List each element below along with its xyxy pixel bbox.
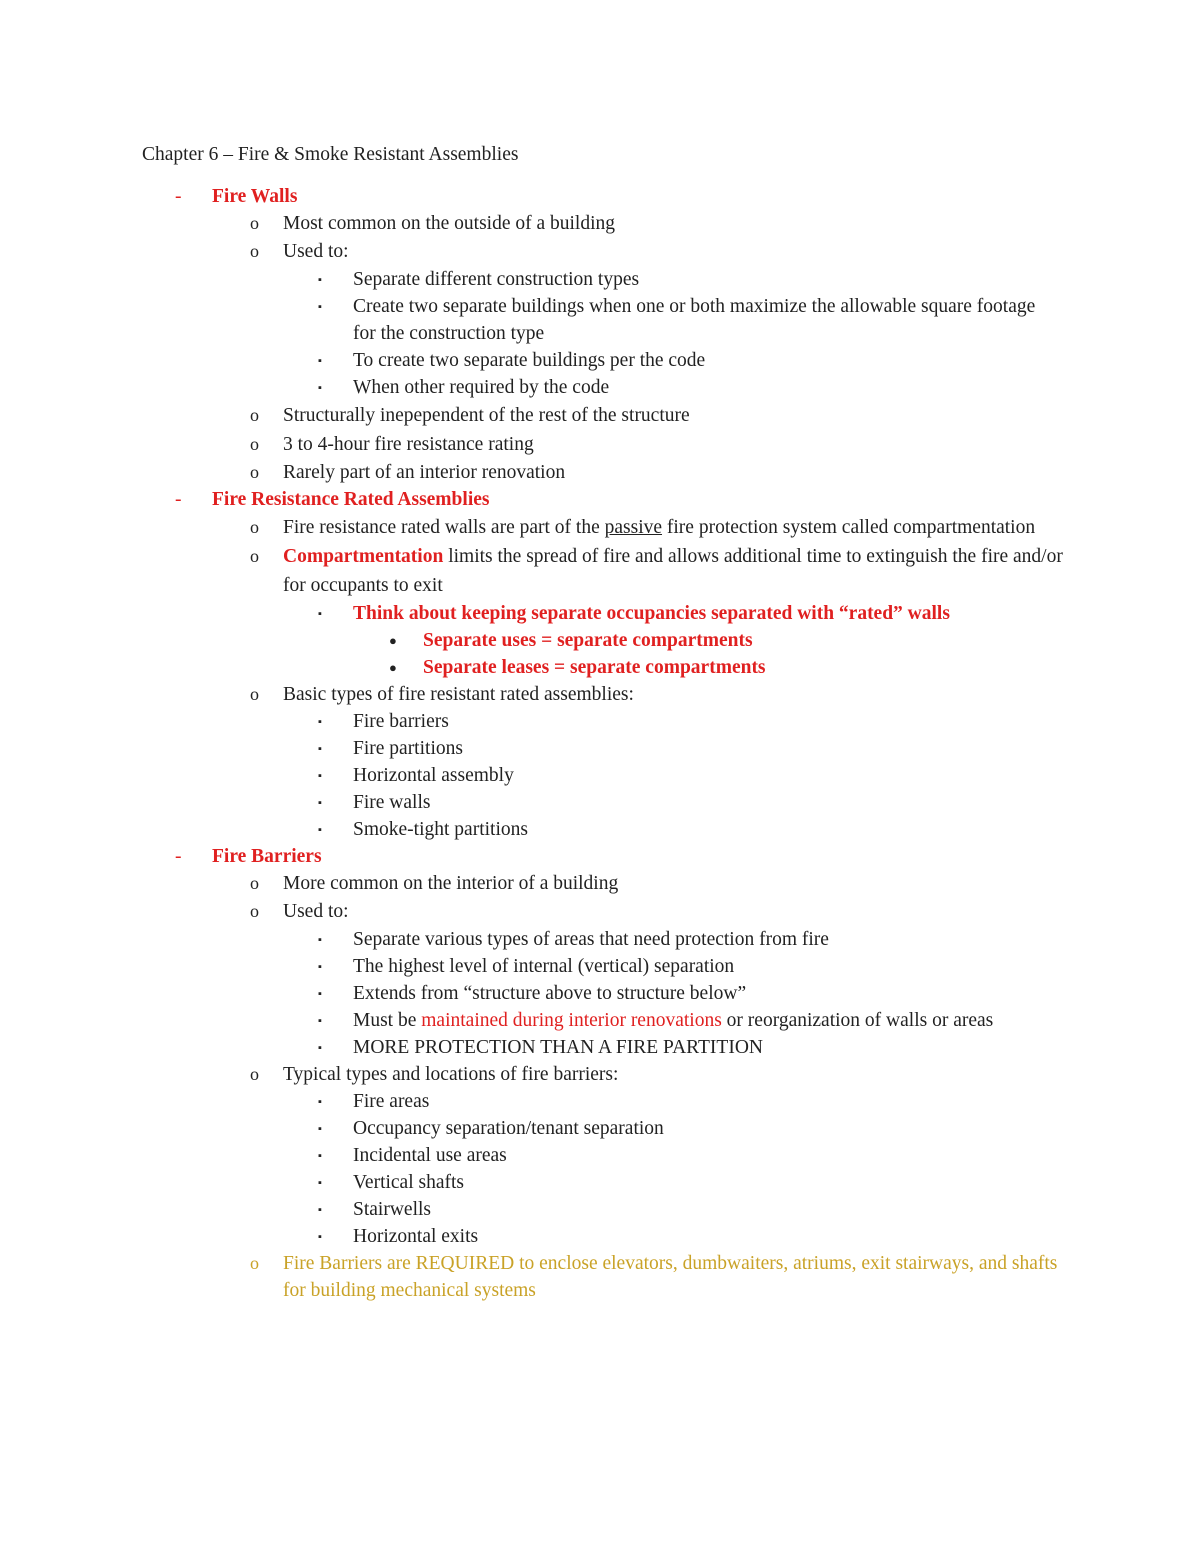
dash-marker: - — [175, 846, 182, 867]
circle-marker: o — [250, 684, 259, 704]
list-item-text: Fire areas — [353, 1091, 430, 1112]
square-marker: ▪ — [318, 355, 322, 367]
dash-marker: - — [175, 186, 182, 207]
square-marker: ▪ — [318, 797, 322, 809]
list-item-text: Stairwells — [353, 1199, 431, 1220]
list-item-text: Vertical shafts — [353, 1172, 465, 1193]
bullet-marker: ● — [389, 633, 397, 648]
square-marker: ▪ — [318, 608, 322, 620]
list-item — [0, 681, 1200, 708]
square-marker: ▪ — [318, 1042, 322, 1054]
list-item-text: Incidental use areas — [353, 1145, 507, 1166]
list-item-text: Used to: — [283, 241, 349, 262]
highlighted-text: maintained during interior renovations — [421, 1010, 722, 1031]
section-heading: Fire Walls — [212, 186, 298, 207]
square-marker: ▪ — [318, 824, 322, 836]
list-item-text: Fire walls — [353, 792, 431, 813]
list-item — [0, 237, 1200, 266]
list-item — [0, 816, 1200, 843]
list-item — [0, 1088, 1200, 1115]
list-item-text: The highest level of internal (vertical) separation — [353, 956, 735, 977]
list-item — [0, 627, 1200, 654]
list-item-text: Horizontal exits — [353, 1226, 479, 1247]
list-item — [0, 266, 1200, 293]
list-item — [0, 600, 1200, 627]
square-marker: ▪ — [318, 961, 322, 973]
list-item-text: Fire barriers — [353, 711, 449, 732]
square-marker: ▪ — [318, 274, 322, 286]
list-item — [0, 654, 1200, 681]
list-item-text: Basic types of fire resistant rated assemblies: — [283, 684, 634, 705]
list-item-text: Structurally inepependent of the rest of the structure — [283, 405, 690, 426]
list-item — [0, 374, 1200, 401]
list-item — [0, 708, 1200, 735]
list-item — [0, 953, 1200, 980]
list-item — [0, 926, 1200, 953]
list-item — [0, 1007, 1200, 1034]
text-run: fire protection system called compartmentation — [662, 517, 1036, 538]
list-item — [0, 1061, 1200, 1088]
circle-marker: o — [250, 405, 259, 425]
circle-marker: o — [250, 873, 259, 893]
circle-marker: o — [250, 1064, 259, 1084]
list-item-text: Extends from “structure above to structure below” — [353, 983, 747, 1004]
list-item-text: Rarely part of an interior renovation — [283, 462, 566, 483]
text-run: or reorganization of walls or areas — [721, 1010, 994, 1031]
list-item-text: Occupancy separation/tenant separation — [353, 1118, 664, 1139]
circle-marker: o — [250, 1253, 259, 1273]
bold-term: Compartmentation — [283, 546, 444, 567]
list-item-text: More common on the interior of a building — [283, 873, 619, 894]
text-run: Fire resistance rated walls are part of the — [283, 517, 605, 538]
list-item-text: Separate different construction types — [353, 269, 640, 290]
section-fire-walls — [0, 183, 1200, 210]
square-marker: ▪ — [318, 301, 322, 313]
list-item-text: Most common on the outside of a building — [283, 213, 616, 234]
circle-marker: o — [250, 517, 259, 537]
square-marker: ▪ — [318, 1177, 322, 1189]
list-item-text — [353, 1007, 1053, 1034]
circle-marker: o — [250, 546, 259, 566]
list-item-text: Smoke-tight partitions — [353, 819, 528, 840]
list-item — [0, 980, 1200, 1007]
square-marker: ▪ — [318, 1096, 322, 1108]
list-item — [0, 1115, 1200, 1142]
dash-marker: - — [175, 489, 182, 510]
circle-marker: o — [250, 213, 259, 233]
list-item-text: When other required by the code — [353, 377, 610, 398]
square-marker: ▪ — [318, 988, 322, 1000]
circle-marker: o — [250, 434, 259, 454]
list-item — [0, 513, 1200, 542]
list-item — [0, 1250, 1200, 1304]
list-item — [0, 210, 1200, 237]
section-fire-resistance — [0, 486, 1200, 513]
section-fire-barriers — [0, 843, 1200, 870]
section-heading: Fire Resistance Rated Assemblies — [212, 489, 490, 510]
underlined-term: passive — [604, 517, 663, 538]
square-marker: ▪ — [318, 716, 322, 728]
list-item-text — [283, 513, 1063, 542]
square-marker: ▪ — [318, 1123, 322, 1135]
list-item-text: MORE PROTECTION THAN A FIRE PARTITION — [353, 1037, 763, 1058]
list-item — [0, 1223, 1200, 1250]
list-item — [0, 897, 1200, 926]
list-item — [0, 735, 1200, 762]
list-item — [0, 459, 1200, 486]
bullet-marker: ● — [389, 660, 397, 675]
text-run: limits the spread of fire and allows additional time to extinguish the fire and/or for occupants to exit — [283, 546, 1063, 596]
list-item-text: Fire Barriers are REQUIRED to enclose elevators, dumbwaiters, atriums, exit stairways, and shafts for building mechanical systems — [283, 1253, 1058, 1301]
list-item-text — [283, 542, 1063, 600]
circle-marker: o — [250, 462, 259, 482]
square-marker: ▪ — [318, 1231, 322, 1243]
square-marker: ▪ — [318, 1015, 322, 1027]
list-item-text: Fire partitions — [353, 738, 463, 759]
section-heading: Fire Barriers — [212, 846, 322, 867]
list-item — [0, 347, 1200, 374]
list-item-text: To create two separate buildings per the code — [353, 350, 706, 371]
square-marker: ▪ — [318, 382, 322, 394]
list-item — [0, 762, 1200, 789]
list-item-text: Used to: — [283, 901, 349, 922]
list-item-text: Separate various types of areas that need protection from fire — [353, 929, 829, 950]
circle-marker: o — [250, 241, 259, 261]
list-item-text: Horizontal assembly — [353, 765, 514, 786]
list-item — [0, 1142, 1200, 1169]
text-run: Must be — [353, 1010, 422, 1031]
page-title: Chapter 6 – Fire & Smoke Resistant Assemblies — [142, 144, 519, 165]
square-marker: ▪ — [318, 770, 322, 782]
square-marker: ▪ — [318, 1150, 322, 1162]
list-item-text: 3 to 4-hour fire resistance rating — [283, 434, 534, 455]
outline — [0, 183, 1200, 1304]
list-item-text: Create two separate buildings when one or both maximize the allowable square footage for the construction type — [353, 296, 1036, 344]
list-item-text: Think about keeping separate occupancies separated with “rated” walls — [353, 603, 950, 624]
list-item — [0, 430, 1200, 459]
list-item — [0, 1034, 1200, 1061]
list-item-text: Separate leases = separate compartments — [423, 657, 766, 678]
list-item — [0, 1196, 1200, 1223]
square-marker: ▪ — [318, 743, 322, 755]
list-item — [0, 1169, 1200, 1196]
list-item — [0, 789, 1200, 816]
square-marker: ▪ — [318, 934, 322, 946]
list-item — [0, 293, 1200, 347]
square-marker: ▪ — [318, 1204, 322, 1216]
list-item — [0, 870, 1200, 897]
list-item — [0, 542, 1200, 600]
list-item-text: Separate uses = separate compartments — [423, 630, 753, 651]
list-item — [0, 401, 1200, 430]
circle-marker: o — [250, 901, 259, 921]
list-item-text: Typical types and locations of fire barriers: — [283, 1064, 619, 1085]
